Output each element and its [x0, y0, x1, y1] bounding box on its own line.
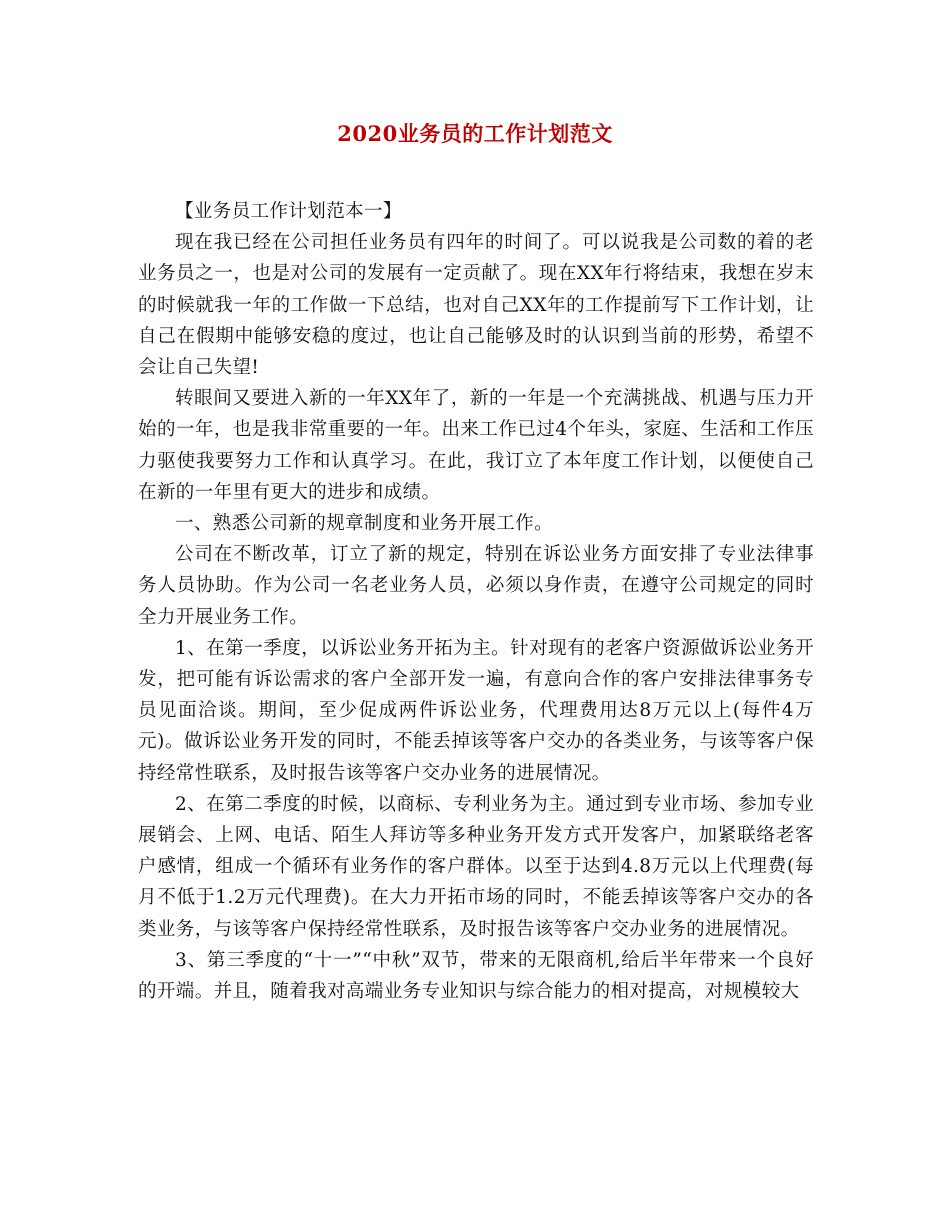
body-paragraph: 转眼间又要进入新的一年XX年了，新的一年是一个充满挑战、机遇与压力开始的一年，也是我非常重要的一年。出来工作已过4个年头，家庭、生活和工作压力驱使我要努力工作和认真学习。在此，我订立了本年度工作计划，以便使自己在新的一年里有更大的进步和成绩。 [138, 388, 814, 503]
subsection-heading: 一、熟悉公司新的规章制度和业务开展工作。 [175, 513, 554, 535]
body-paragraph: 2、在第二季度的时候，以商标、专利业务为主。通过到专业市场、参加专业展销会、上网、电话、陌生人拜访等多种业务开发方式开发客户，加紧联络老客户感情，组成一个循环有业务作的客户群体。以至于达到4.8万元以上代理费(每月不低于1.2万元代理费)。在大力开拓市场的同时，不能丢掉该等客户交办的各类业务，与该等客户保持经常性联系，及时报告该等客户交办业务的进展情况。 [138, 793, 814, 940]
body-paragraph: 1、在第一季度，以诉讼业务开拓为主。针对现有的老客户资源做诉讼业务开发，把可能有诉讼需求的客户全部开发一遍，有意向合作的客户安排法律事务专员见面洽谈。期间，至少促成两件诉讼业务，代理费用达8万元以上(每件4万元)。做诉讼业务开发的同时，不能丢掉该等客户交办的各类业务，与该等客户保持经常性联系，及时报告该等客户交办业务的进展情况。 [138, 637, 814, 784]
body-paragraph: 3、第三季度的“十一”“中秋”双节，带来的无限商机,给后半年带来一个良好的开端。并且，随着我对高端业务专业知识与综合能力的相对提高，对规模较大 [138, 949, 814, 1003]
body-paragraph: 公司在不断改革，订立了新的规定，特别在诉讼业务方面安排了专业法律事务人员协助。作为公司一名老业务人员，必须以身作责，在遵守公司规定的同时全力开展业务工作。 [138, 544, 814, 628]
document-body [138, 196, 814, 1007]
body-paragraph: 现在我已经在公司担任业务员有四年的时间了。可以说我是公司数的着的老业务员之一，也是对公司的发展有一定贡献了。现在XX年行将结束，我想在岁末的时候就我一年的工作做一下总结，也对自己XX年的工作提前写下工作计划，让自己在假期中能够安稳的度过，也让自己能够及时的认识到当前的形势，希望不会让自己失望! [138, 232, 814, 379]
section-heading: 【业务员工作计划范本一】 [175, 201, 402, 222]
document-title: 2020业务员的工作计划范文 [337, 121, 613, 146]
